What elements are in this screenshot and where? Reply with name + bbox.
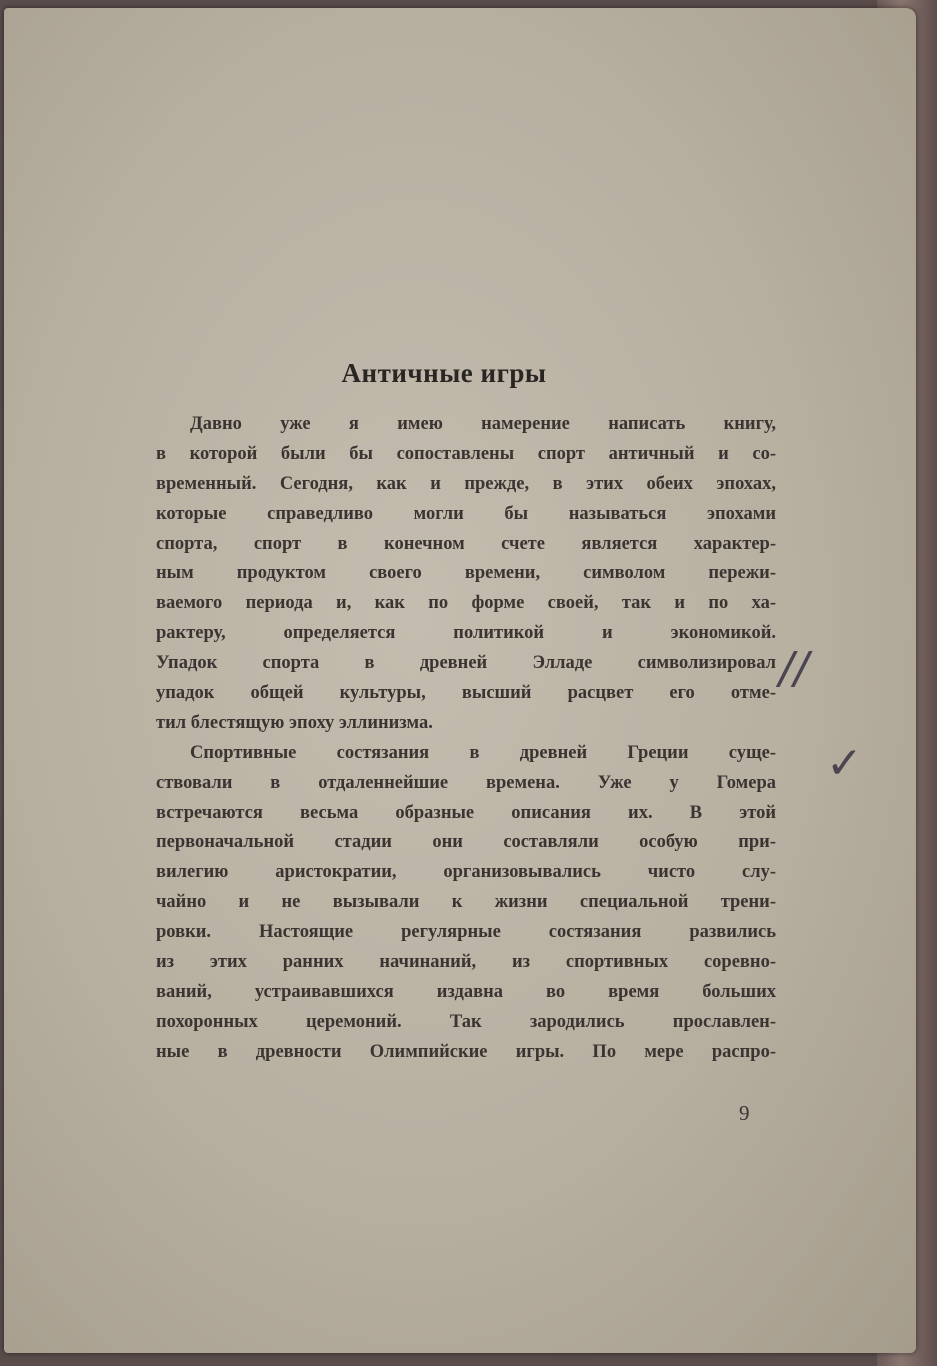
text-line: ствовали в отдаленнейшие времена. Уже у Гомера <box>156 772 776 793</box>
text-line: которые справедливо могли бы называться эпохами <box>156 503 776 524</box>
text-line: встречаются весьма образные описания их. В этой <box>156 802 776 823</box>
text-line: ровки. Настоящие регулярные состязания развились <box>156 922 776 943</box>
text-line: чайно и не вызывали к жизни специальной трени- <box>156 892 776 913</box>
text-line: в которой были бы сопоставлены спорт античный и со- <box>156 443 776 464</box>
text-line: временный. Сегодня, как и прежде, в этих обеих эпохах, <box>156 473 776 494</box>
margin-mark-checkmark: ✓ <box>826 738 863 789</box>
text-line: Упадок спорта в древней Элладе символизировал <box>156 653 776 674</box>
text-line: ваемого периода и, как по форме своей, так и по ха- <box>156 593 776 614</box>
text-line: тил блестящую эпоху эллинизма. <box>156 712 433 733</box>
text-line: ные в древности Олимпийские игры. По мере распро- <box>156 1041 776 1062</box>
text-line: из этих ранних начинаний, из спортивных соревно- <box>156 952 776 973</box>
margin-mark-double-slash: // <box>779 643 809 694</box>
body-text <box>156 410 776 1068</box>
text-line: ваний, устраивавшихся издавна во время больших <box>156 981 776 1002</box>
text-line: первоначальной стадии они составляли особую при- <box>156 832 776 853</box>
text-line: вилегию аристократии, организовывались чисто слу- <box>156 862 776 883</box>
text-line: Спортивные состязания в древней Греции суще- <box>190 742 776 763</box>
text-line: рактеру, определяется политикой и экономикой. <box>156 623 776 644</box>
text-line: упадок общей культуры, высший расцвет его отме- <box>156 683 776 704</box>
text-line: Давно уже я имею намерение написать книгу, <box>190 414 776 434</box>
text-line: похоронных церемоний. Так зародились прославлен- <box>156 1011 776 1032</box>
text-line: спорта, спорт в конечном счете является характер- <box>156 533 776 554</box>
text-line: ным продуктом своего времени, символом пережи- <box>156 563 776 584</box>
chapter-title: Античные игры <box>341 358 547 388</box>
page-number: 9 <box>739 1101 750 1125</box>
book-page <box>4 8 916 1353</box>
